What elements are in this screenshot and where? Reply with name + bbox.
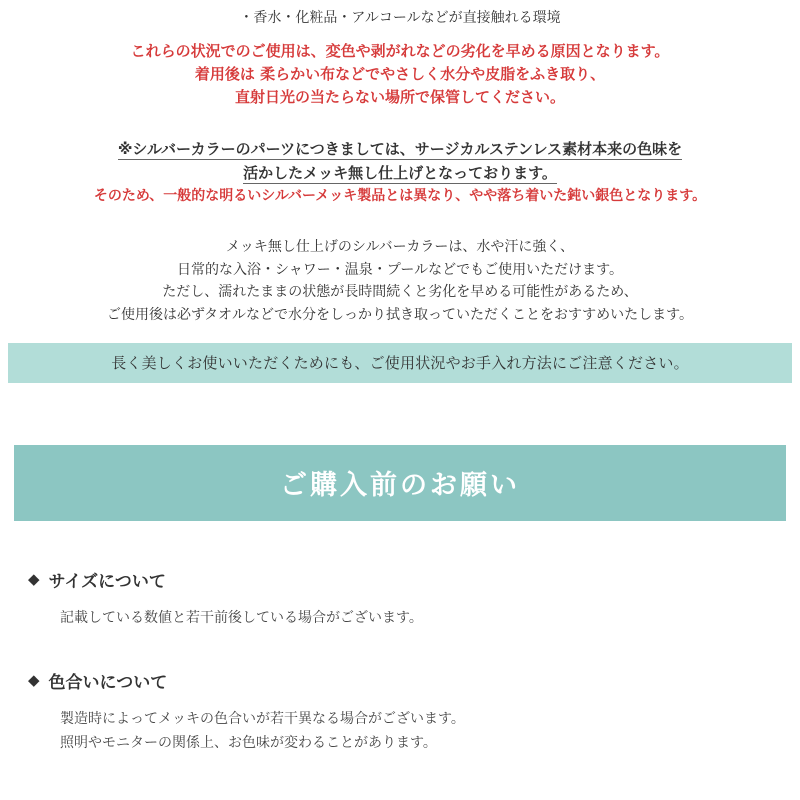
note-heading-label: 色合いについて [48,672,168,693]
silver-detail-line-2: 日常的な入浴・シャワー・温泉・プールなどでもご使用いただけます。 [177,261,623,278]
silver-care-detail-block [0,228,800,327]
silver-note-sub: そのため、一般的な明るいシルバーメッキ製品とは異なり、やや落ち着いた鈍い銀色となります。 [93,188,707,205]
care-instructions-block [0,0,800,109]
list-item [28,668,772,755]
silver-color-note [0,137,800,207]
silver-note-line-1 [0,137,800,161]
note-body-line: 製造時によってメッキの色合いが若干異なる場合がございます。 [60,710,465,727]
note-heading-row [28,567,772,592]
care-warning-line-1: これらの状況でのご使用は、変色や剥がれなどの劣化を早める原因となります。 [130,41,670,60]
silver-note-line-2-text: 活かしたメッキ無し仕上げとなっております。 [243,164,557,183]
care-highlight-banner: 長く美しくお使いいただくためにも、ご使用状況やお手入れ方法にご注意ください。 [8,343,792,383]
spacer [0,109,800,137]
silver-note-line-1-text: ※シルバーカラーのパーツにつきましては、サージカルステンレス素材本来の色味を [117,140,683,159]
care-intro-line: ・香水・化粧品・アルコールなどが直接触れる環境 [239,10,561,26]
silver-note-line-2 [0,161,800,185]
care-warning-line-3: 直射日光の当たらない場所で保管してください。 [234,88,565,107]
purchase-notes-list [0,567,800,755]
diamond-icon: ◆ [28,569,40,588]
note-heading-row [28,668,772,693]
silver-detail-line-3: ただし、濡れたままの状態が長時間続くと劣化を早める可能性があるため、 [162,284,638,301]
note-body [28,606,772,630]
note-body [28,707,772,755]
diamond-icon: ◆ [28,670,40,689]
spacer [0,30,800,40]
note-body-line: 照明やモニターの関係上、お色味が変わることがあります。 [60,734,437,751]
silver-detail-line-1: メッキ無し仕上げのシルバーカラーは、水や汗に強く、 [225,238,575,255]
section-title-band: ご購入前のお願い [14,445,786,521]
care-warning-line-2: 着用後は 柔らかい布などでやさしく水分や皮脂をふき取り、 [194,64,606,83]
note-body-line: 記載している数値と若干前後している場合がございます。 [60,609,423,626]
silver-detail-line-4: ご使用後は必ずタオルなどで水分をしっかり拭き取っていただくことをおすすめいたします。 [106,306,694,323]
spacer [0,208,800,228]
note-heading-label: サイズについて [48,571,166,592]
list-item [28,567,772,630]
